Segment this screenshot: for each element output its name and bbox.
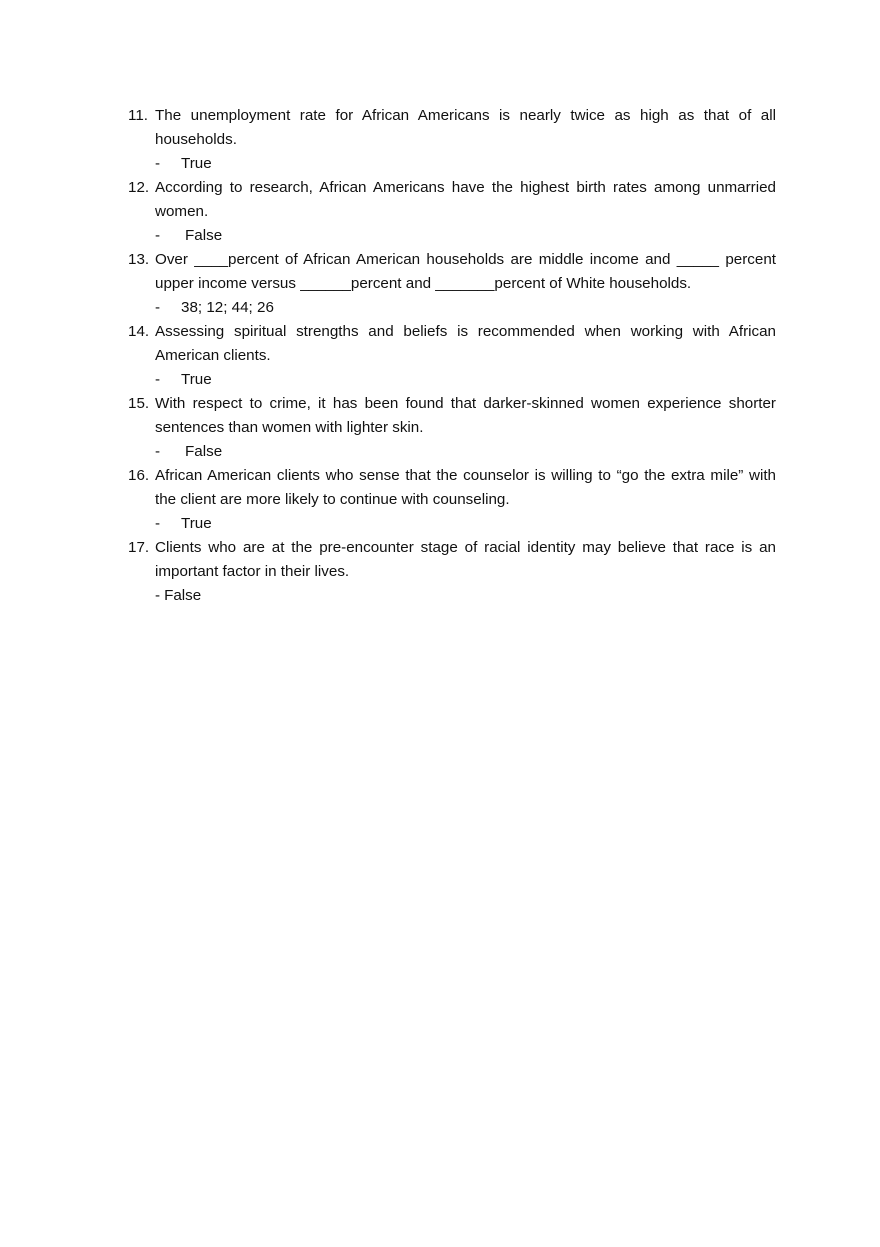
question-item bbox=[128, 536, 776, 608]
answer-line bbox=[155, 512, 776, 536]
question-text: With respect to crime, it has been found that darker-skinned women experience shorter sentences than women with lighter skin. bbox=[155, 395, 776, 436]
answer-dash: - bbox=[155, 371, 161, 388]
question-number: 14. bbox=[128, 323, 150, 340]
answer-value: 38; 12; 44; 26 bbox=[181, 299, 274, 316]
question-item bbox=[128, 248, 776, 320]
question-number: 15. bbox=[128, 395, 150, 412]
answer-line bbox=[155, 152, 776, 176]
answer-value: True bbox=[181, 515, 212, 532]
question-number: 13. bbox=[128, 251, 150, 268]
answer-dash: - bbox=[155, 299, 161, 316]
question-number: 12. bbox=[128, 179, 150, 196]
answer-dash: - bbox=[155, 227, 161, 244]
question-text: Clients who are at the pre-encounter stage of racial identity may believe that race is an important factor in their lives. bbox=[155, 539, 776, 580]
answer-value: True bbox=[181, 371, 212, 388]
answer-line bbox=[155, 584, 776, 608]
question-item bbox=[128, 392, 776, 464]
question-item bbox=[128, 104, 776, 176]
question-item bbox=[128, 176, 776, 248]
answer-line bbox=[155, 440, 776, 464]
question-text: The unemployment rate for African Americans is nearly twice as high as that of all households. bbox=[155, 107, 776, 148]
answer-value: False bbox=[185, 227, 223, 244]
question-number: 11. bbox=[128, 107, 148, 124]
answer-line bbox=[155, 296, 776, 320]
answer-value: True bbox=[181, 155, 212, 172]
question-number: 17. bbox=[128, 539, 150, 556]
answer-value: False bbox=[164, 587, 202, 604]
answer-dash: - bbox=[155, 515, 161, 532]
question-list bbox=[128, 104, 776, 608]
question-number: 16. bbox=[128, 467, 150, 484]
question-text: Assessing spiritual strengths and beliefs is recommended when working with African American clients. bbox=[155, 323, 776, 364]
question-item bbox=[128, 320, 776, 392]
answer-dash: - bbox=[155, 587, 161, 604]
answer-value: False bbox=[185, 443, 223, 460]
answer-dash: - bbox=[155, 443, 161, 460]
question-text: According to research, African Americans have the highest birth rates among unmarried women. bbox=[155, 179, 776, 220]
question-item bbox=[128, 464, 776, 536]
question-text: African American clients who sense that the counselor is willing to “go the extra mile” with the client are more likely to continue with counseling. bbox=[155, 467, 776, 508]
answer-dash: - bbox=[155, 155, 161, 172]
answer-line bbox=[155, 224, 776, 248]
question-text: Over ____percent of African American households are middle income and _____ percent upper income versus ______percent and _______percent of White households. bbox=[155, 251, 776, 292]
answer-line bbox=[155, 368, 776, 392]
